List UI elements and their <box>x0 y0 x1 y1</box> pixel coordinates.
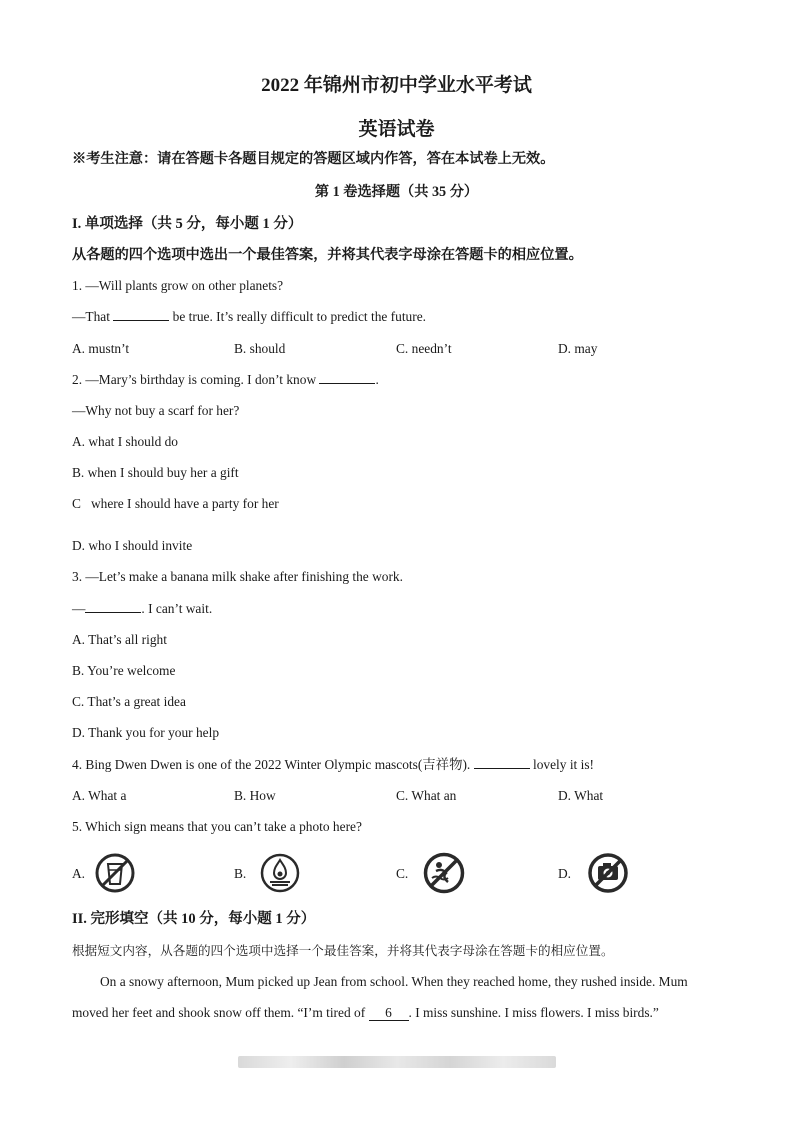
q2-option-c: C where I should have a party for her <box>72 496 279 511</box>
q4-text-post: lovely it is! <box>533 757 594 772</box>
passage-line-2 <box>72 1004 659 1022</box>
q2-option-d: D. who I should invite <box>72 538 193 553</box>
q4-option-b: B. How <box>234 788 276 803</box>
answer-blank <box>113 308 169 321</box>
section1-heading: I. 单项选择（共 5 分，每小题 1 分） <box>72 216 303 232</box>
q4-text-pre: 4. Bing Dwen Dwen is one of the 2022 Winter Olympic mascots(吉祥物). <box>72 757 471 772</box>
q1-option-c: C. needn’t <box>396 341 452 356</box>
answer-blank <box>319 371 375 384</box>
section2-heading: II. 完形填空（共 10 分，每小题 1 分） <box>72 911 316 927</box>
fire-alarm-sign-icon <box>258 852 302 894</box>
q4-stem <box>72 756 594 774</box>
q2-text-post: . <box>375 372 379 387</box>
blurred-footer-watermark <box>238 1056 556 1068</box>
passage-text-post: . I miss sunshine. I miss flowers. I miss birds.” <box>408 1005 659 1020</box>
exam-notice: ※考生注意：请在答题卡各题目规定的答题区域内作答，答在本试卷上无效。 <box>72 151 555 167</box>
answer-blank <box>85 600 141 613</box>
q1-stem: 1. —Will plants grow on other planets? <box>72 278 284 293</box>
q5-stem: 5. Which sign means that you can’t take a photo here? <box>72 819 362 834</box>
passage-text-pre: moved her feet and shook snow off them. “I’m tired of <box>72 1005 366 1020</box>
q1-dialog-line <box>72 308 426 326</box>
part-heading: 第 1 卷选择题（共 35 分） <box>314 184 479 200</box>
q3-option-d: D. Thank you for your help <box>72 725 220 740</box>
cloze-blank-6: 6 <box>369 1006 409 1021</box>
q3-dialog-line <box>72 600 212 618</box>
no-photo-sign-icon <box>586 852 630 894</box>
exam-title: 2022 年锦州市初中学业水平考试 <box>261 75 532 96</box>
q1-text-pre: —That <box>72 309 110 324</box>
q4-option-a: A. What a <box>72 788 127 803</box>
q2-dialog-line: —Why not buy a scarf for her? <box>72 403 240 418</box>
q3-option-a: A. That’s all right <box>72 632 167 647</box>
q1-option-b: B. should <box>234 341 286 356</box>
q2-option-a: A. what I should do <box>72 434 179 449</box>
no-swimming-sign-icon <box>422 851 466 895</box>
q5-option-d-label: D. <box>558 866 572 881</box>
q5-option-a-label: A. <box>72 866 86 881</box>
q3-stem: 3. —Let’s make a banana milk shake after finishing the work. <box>72 569 403 584</box>
q2-stem <box>72 371 379 389</box>
no-drinking-sign-icon <box>94 852 136 894</box>
q3-text-post: . I can’t wait. <box>141 601 213 616</box>
q3-text-pre: — <box>72 601 86 616</box>
section1-instruction: 从各题的四个选项中选出一个最佳答案，并将其代表字母涂在答题卡的相应位置。 <box>72 247 583 263</box>
q1-option-a: A. mustn’t <box>72 341 130 356</box>
q3-option-c: C. That’s a great idea <box>72 694 186 709</box>
q3-option-b: B. You’re welcome <box>72 663 176 678</box>
exam-subtitle: 英语试卷 <box>358 119 435 140</box>
answer-blank <box>474 756 530 769</box>
q5-option-c-label: C. <box>396 866 409 881</box>
passage-line-1: On a snowy afternoon, Mum picked up Jean from school. When they reached home, they rushed inside. Mum <box>100 974 688 989</box>
section2-instruction: 根据短文内容，从各题的四个选项中选择一个最佳答案，并将其代表字母涂在答题卡的相应位置。 <box>72 943 614 958</box>
q4-option-c: C. What an <box>396 788 457 803</box>
q1-option-d: D. may <box>558 341 598 356</box>
q2-option-b: B. when I should buy her a gift <box>72 465 239 480</box>
q4-option-d: D. What <box>558 788 604 803</box>
q5-option-b-label: B. <box>234 866 247 881</box>
q1-text-post: be true. It’s really difficult to predict the future. <box>172 309 426 324</box>
q2-text-pre: 2. —Mary’s birthday is coming. I don’t know <box>72 372 317 387</box>
